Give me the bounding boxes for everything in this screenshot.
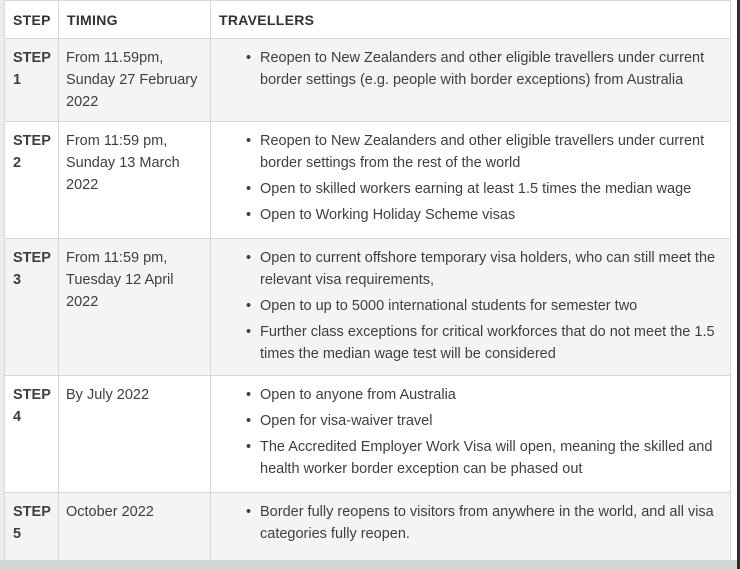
travellers-cell xyxy=(211,122,731,239)
traveller-item xyxy=(246,436,721,480)
traveller-item-text: Open for visa-waiver travel xyxy=(260,413,433,429)
table-row xyxy=(5,493,731,561)
bullet-icon: • xyxy=(246,298,252,314)
table-row xyxy=(5,376,731,493)
traveller-item-text: Open to up to 5000 international students for semester two xyxy=(260,298,638,314)
bullet-icon: • xyxy=(246,413,252,429)
timing-cell: From 11:59 pm, Sunday 13 March 2022 xyxy=(59,122,211,239)
bullet-icon: • xyxy=(246,324,252,340)
table-row xyxy=(5,239,731,376)
timing-cell: From 11:59 pm, Tuesday 12 April 2022 xyxy=(59,239,211,376)
bullet-icon: • xyxy=(246,181,252,197)
traveller-item-text: The Accredited Employer Work Visa will open, meaning the skilled and health worker border exception can be phased out xyxy=(260,439,713,477)
traveller-item-text: Reopen to New Zealanders and other eligible travellers under current border settings from the rest of the world xyxy=(260,133,705,171)
traveller-item xyxy=(246,47,721,91)
step-cell: STEP 2 xyxy=(5,122,59,239)
travellers-cell xyxy=(211,493,731,561)
bullet-icon: • xyxy=(246,133,252,149)
travellers-list xyxy=(220,47,721,91)
bullet-icon: • xyxy=(246,387,252,403)
travellers-list xyxy=(220,384,721,480)
step-cell: STEP 1 xyxy=(5,39,59,122)
timing-cell: By July 2022 xyxy=(59,376,211,493)
traveller-item xyxy=(246,321,721,365)
border-reopening-steps-table xyxy=(4,0,731,561)
bullet-icon: • xyxy=(246,504,252,520)
traveller-item xyxy=(246,410,721,432)
traveller-item xyxy=(246,247,721,291)
timing-cell: From 11.59pm, Sunday 27 February 2022 xyxy=(59,39,211,122)
traveller-item xyxy=(246,204,721,226)
bullet-icon: • xyxy=(246,250,252,266)
travellers-cell xyxy=(211,39,731,122)
step-cell: STEP 4 xyxy=(5,376,59,493)
travellers-list xyxy=(220,130,721,226)
travellers-list xyxy=(220,501,721,545)
traveller-item xyxy=(246,384,721,406)
header-row xyxy=(5,1,731,39)
travellers-list xyxy=(220,247,721,365)
traveller-item-text: Open to skilled workers earning at least 1.5 times the median wage xyxy=(260,181,692,197)
bullet-icon: • xyxy=(246,207,252,223)
traveller-item xyxy=(246,501,721,545)
bullet-icon: • xyxy=(246,50,252,66)
traveller-item-text: Open to current offshore temporary visa holders, who can still meet the relevant visa requirements, xyxy=(260,250,716,288)
traveller-item-text: Border fully reopens to visitors from anywhere in the world, and all visa categories fully reopen. xyxy=(260,504,714,542)
bottom-margin-strip xyxy=(0,560,740,569)
traveller-item xyxy=(246,178,721,200)
column-header-travellers: TRAVELLERS xyxy=(211,1,731,39)
traveller-item xyxy=(246,295,721,317)
bullet-icon: • xyxy=(246,439,252,455)
table-body xyxy=(5,39,731,561)
travellers-cell xyxy=(211,376,731,493)
traveller-item-text: Reopen to New Zealanders and other eligible travellers under current border settings (e.g. people with border exceptions) from Australia xyxy=(260,50,705,88)
traveller-item xyxy=(246,130,721,174)
traveller-item-text: Open to Working Holiday Scheme visas xyxy=(260,207,516,223)
column-header-step: STEP xyxy=(5,1,59,39)
traveller-item-text: Further class exceptions for critical workforces that do not meet the 1.5 times the median wage test will be considered xyxy=(260,324,715,362)
timing-cell: October 2022 xyxy=(59,493,211,561)
table-row xyxy=(5,122,731,239)
column-header-timing: TIMING xyxy=(59,1,211,39)
step-cell: STEP 5 xyxy=(5,493,59,561)
table-row xyxy=(5,39,731,122)
travellers-cell xyxy=(211,239,731,376)
traveller-item-text: Open to anyone from Australia xyxy=(260,387,456,403)
step-cell: STEP 3 xyxy=(5,239,59,376)
